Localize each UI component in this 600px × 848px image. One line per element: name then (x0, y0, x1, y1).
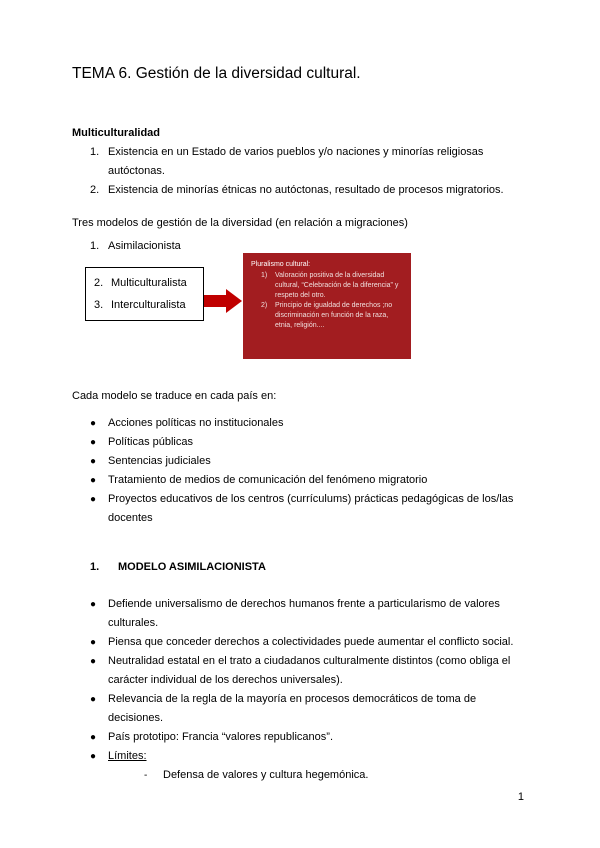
modelos-diagram (72, 237, 528, 367)
list-item-interculturalista (94, 294, 201, 316)
list-text: Políticas públicas (108, 436, 193, 448)
callout-item (261, 301, 403, 331)
bullet-icon: ● (90, 437, 97, 448)
arrow-bar (204, 295, 226, 307)
bullet-icon: ● (90, 418, 97, 429)
arrow-head (226, 289, 242, 313)
list-item (90, 728, 528, 747)
list-number: 2. (94, 277, 104, 289)
list-item-limites (90, 747, 528, 766)
dash-marker: - (144, 770, 148, 781)
list-text: Defiende universalismo de derechos humanos frente a particularismo de valores culturales. (108, 598, 500, 629)
traduccion-intro: Cada modelo se traduce en cada país en: (72, 390, 277, 402)
bullet-icon: ● (90, 637, 97, 648)
list-text: Sentencias judiciales (108, 455, 211, 467)
list-item (90, 181, 528, 200)
list-item (90, 595, 528, 633)
list-number: 2. (90, 184, 100, 196)
asimilacionista-list (90, 595, 528, 785)
bullet-icon: ● (90, 456, 97, 467)
list-item (90, 471, 528, 490)
bullet-icon: ● (90, 475, 97, 486)
list-text: Piensa que conceder derechos a colectividades puede aumentar el conflicto social. (108, 636, 514, 648)
models-box (85, 267, 204, 321)
list-text: Neutralidad estatal en el trato a ciudadanos culturalmente distintos (como obliga el carácter individual de los derechos universales). (108, 655, 511, 686)
list-item (90, 652, 528, 690)
list-number: 1. (90, 146, 100, 158)
heading-text: MODELO ASIMILACIONISTA (118, 561, 266, 573)
list-item (90, 433, 528, 452)
list-item-asimilacionista (90, 237, 181, 256)
callout-item (261, 271, 403, 301)
callout-title: Pluralismo cultural: (251, 261, 311, 268)
heading-multiculturalidad: Multiculturalidad (72, 127, 160, 139)
multiculturalidad-list (90, 143, 528, 200)
callout-text: Valoración positiva de la diversidad cultural, “Celebración de la diferencia” y respeto del otro. (275, 272, 399, 299)
list-number: 1. (90, 240, 100, 252)
callout-text: Principio de igualdad de derechos ;no discriminación en función de la raza, etnia, religión.... (275, 302, 393, 329)
pluralismo-cultural-callout (243, 253, 411, 359)
list-item (90, 690, 528, 728)
bullet-icon: ● (90, 694, 97, 705)
page-title: TEMA 6. Gestión de la diversidad cultural. (72, 65, 361, 82)
list-item-multiculturalista (94, 272, 201, 294)
list-item (90, 414, 528, 433)
list-text: Proyectos educativos de los centros (currículums) prácticas pedagógicas de los/las docentes (108, 493, 514, 524)
heading-modelo-asimilacionista (90, 558, 528, 577)
list-item (90, 490, 528, 528)
list-item (90, 633, 528, 652)
bullet-icon: ● (90, 494, 97, 505)
list-item (90, 452, 528, 471)
bullet-icon: ● (90, 656, 97, 667)
modelos-intro: Tres modelos de gestión de la diversidad (en relación a migraciones) (72, 217, 408, 229)
list-text: País prototipo: Francia “valores republicanos”. (108, 731, 333, 743)
list-text: Acciones políticas no institucionales (108, 417, 284, 429)
list-item (90, 143, 528, 181)
callout-number: 1) (261, 272, 268, 279)
list-text: Interculturalista (111, 299, 186, 311)
list-number: 3. (94, 299, 104, 311)
traduccion-list (90, 414, 528, 528)
callout-number: 2) (261, 302, 268, 309)
list-text: Asimilacionista (108, 240, 181, 252)
arrow-right-icon (204, 289, 242, 313)
list-text: Relevancia de la regla de la mayoría en procesos democráticos de toma de decisiones. (108, 693, 477, 724)
list-text: Existencia en un Estado de varios pueblos y/o naciones y minorías religiosas autóctonas. (108, 146, 484, 177)
list-text: Límites: (108, 750, 147, 762)
bullet-icon: ● (90, 599, 97, 610)
list-text: Multiculturalista (111, 277, 187, 289)
sub-list-item (144, 766, 528, 785)
bullet-icon: ● (90, 732, 97, 743)
heading-number: 1. (90, 561, 100, 573)
list-text: Existencia de minorías étnicas no autóctonas, resultado de procesos migratorios. (108, 184, 504, 196)
list-text: Defensa de valores y cultura hegemónica. (163, 769, 369, 781)
page-number: 1 (517, 791, 524, 803)
bullet-icon: ● (90, 751, 97, 762)
list-text: Tratamiento de medios de comunicación del fenómeno migratorio (108, 474, 428, 486)
